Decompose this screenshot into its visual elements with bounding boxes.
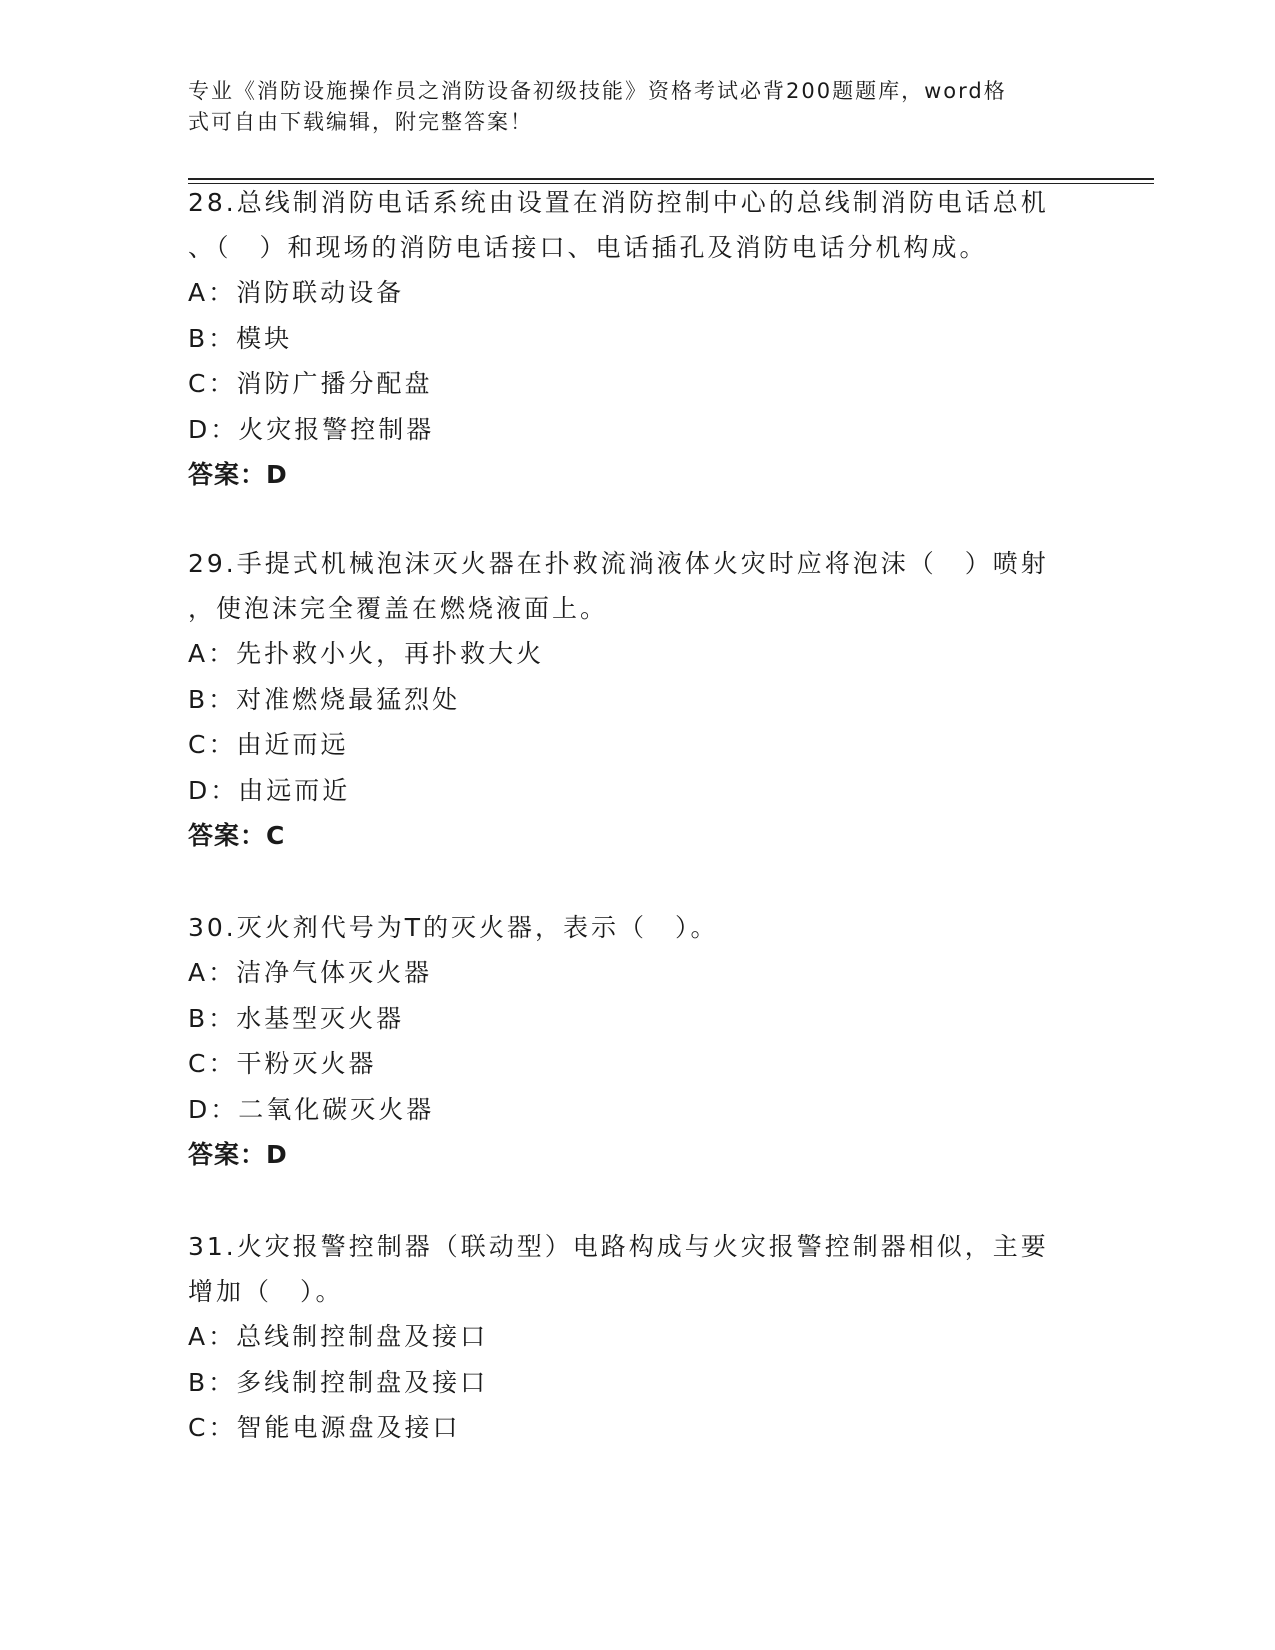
header-line-1: 专业《消防设施操作员之消防设备初级技能》资格考试必背200题题库，word格 bbox=[188, 79, 1007, 103]
question-31 bbox=[188, 1224, 1088, 1451]
question-stem: 30.灭火剂代号为T的灭火器，表示（ ）。 bbox=[188, 913, 719, 942]
question-30 bbox=[188, 905, 1088, 1177]
question-stem: 31.火灾报警控制器（联动型）电路构成与火灾报警控制器相似，主要 增加（ ）。 bbox=[188, 1232, 1049, 1306]
option-c: C：消防广播分配盘 bbox=[188, 369, 433, 398]
question-stem: 28.总线制消防电话系统由设置在消防控制中心的总线制消防电话总机 、（ ）和现场的消防电话接口、电话插孔及消防电话分机构成。 bbox=[188, 188, 1049, 262]
option-b: B：对准燃烧最猛烈处 bbox=[188, 684, 461, 714]
option-b: B：水基型灭火器 bbox=[188, 1003, 405, 1033]
option-d: D：由远而近 bbox=[188, 775, 351, 805]
answer: 答案：D bbox=[188, 460, 288, 489]
question-stem: 29.手提式机械泡沫灭火器在扑救流淌液体火灾时应将泡沫（ ）喷射 ，使泡沫完全覆盖在燃烧液面上。 bbox=[188, 549, 1049, 623]
document-header bbox=[188, 76, 1078, 138]
option-c: C：智能电源盘及接口 bbox=[188, 1413, 461, 1442]
answer: 答案：D bbox=[188, 1140, 288, 1169]
option-b: B：模块 bbox=[188, 323, 293, 353]
option-b: B：多线制控制盘及接口 bbox=[188, 1367, 489, 1397]
header-line-2: 式可自由下载编辑，附完整答案！ bbox=[188, 110, 533, 134]
option-d: D：火灾报警控制器 bbox=[188, 414, 435, 444]
option-a: A：先扑救小火，再扑救大火 bbox=[188, 639, 545, 668]
question-28 bbox=[188, 180, 1088, 497]
option-a: A：消防联动设备 bbox=[188, 278, 405, 307]
option-a: A：洁净气体灭火器 bbox=[188, 958, 433, 987]
option-d: D：二氧化碳灭火器 bbox=[188, 1094, 435, 1124]
question-29 bbox=[188, 541, 1088, 858]
option-c: C：由近而远 bbox=[188, 730, 349, 759]
option-a: A：总线制控制盘及接口 bbox=[188, 1322, 489, 1351]
answer: 答案：C bbox=[188, 821, 286, 850]
option-c: C：干粉灭火器 bbox=[188, 1049, 377, 1078]
